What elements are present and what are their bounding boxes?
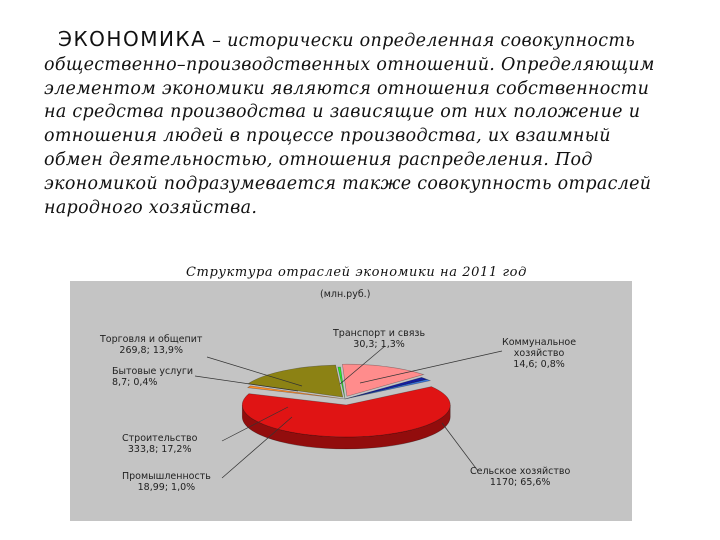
label-transport-value: 30,3; 1,3% xyxy=(353,339,405,350)
label-utilities-value: 14,6; 0,8% xyxy=(513,359,565,370)
label-utilities xyxy=(502,337,576,370)
chart-title: Структура отраслей экономики на 2011 год xyxy=(186,265,527,280)
label-consumer-name: Бытовые услуги xyxy=(112,366,194,377)
label-agriculture-value: 1170; 65,6% xyxy=(489,477,551,488)
label-construction-name: Строительство xyxy=(122,433,198,444)
label-agriculture-name: Сельское хозяйство xyxy=(470,466,571,477)
label-industry xyxy=(122,471,211,493)
definition-term: ЭКОНОМИКА xyxy=(58,27,207,51)
label-agriculture xyxy=(470,466,570,488)
label-industry-name: Промышленность xyxy=(122,471,211,482)
label-utilities-name-2: хозяйство xyxy=(513,348,565,359)
label-trade-value: 269,8; 13,9% xyxy=(119,345,184,356)
label-trade-name: Торговля и общепит xyxy=(100,334,203,345)
label-consumer-value: 8,7; 0,4% xyxy=(112,377,158,388)
leader-line-6 xyxy=(442,423,478,471)
pie-tops xyxy=(242,364,450,437)
definition-paragraph xyxy=(44,28,674,220)
label-transport-name: Транспорт и связь xyxy=(333,328,426,339)
definition-text: – исторически определенная совокупность общественно–производственных отношений. Определяющим элементом экономики являются отношения собственности на средства производства и зависящие от них положение и отношения людей в процессе производства, их взаимный обмен деятельностью, отношения распределения. Под экономикой подразумевается также совокупность отраслей народного хозяйства. xyxy=(44,31,655,218)
label-utilities-name: Коммунальное xyxy=(502,337,577,348)
chart-subtitle: (млн.руб.) xyxy=(320,289,371,300)
label-consumer xyxy=(112,366,193,388)
label-transport xyxy=(333,328,425,350)
pie-chart xyxy=(70,281,632,521)
label-construction-value: 333,8; 17,2% xyxy=(127,444,192,455)
label-trade xyxy=(100,334,202,356)
label-industry-value: 18,99; 1,0% xyxy=(137,482,196,493)
label-construction xyxy=(122,433,197,455)
